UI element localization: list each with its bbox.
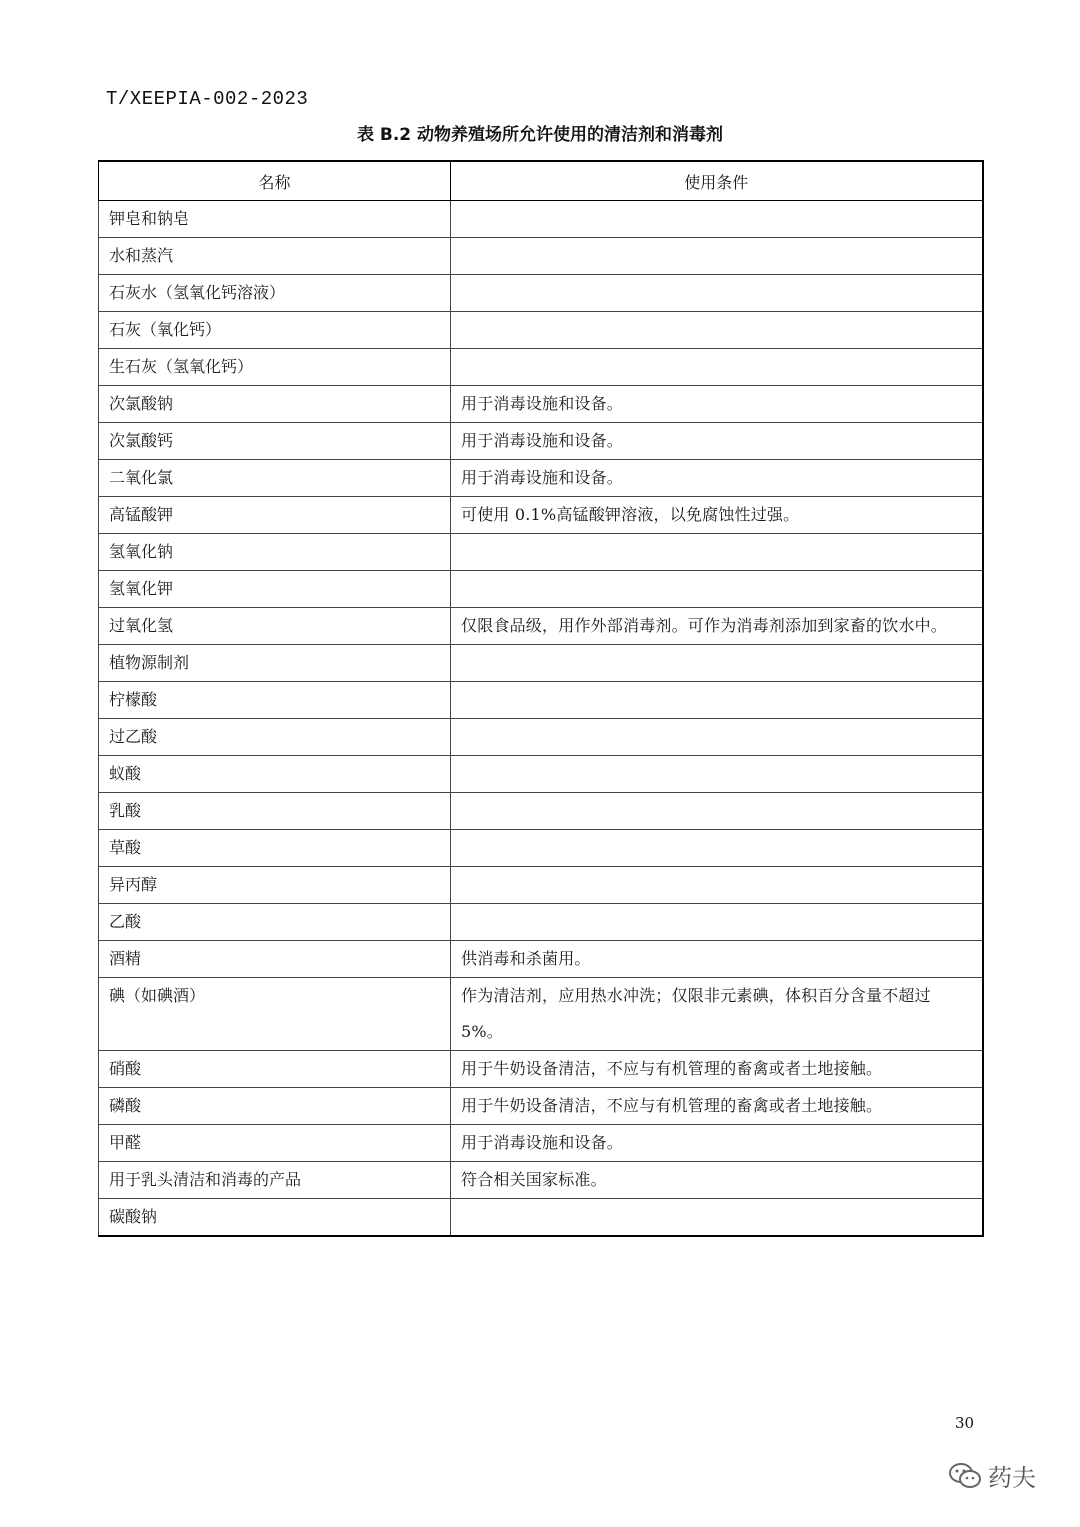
cell-condition: [451, 756, 983, 793]
cell-condition: 用于消毒设施和设备。: [451, 386, 983, 423]
cell-condition: [451, 275, 983, 312]
cell-condition: 用于牛奶设备清洁，不应与有机管理的畜禽或者土地接触。: [451, 1051, 983, 1088]
cell-condition: 作为清洁剂，应用热水冲洗；仅限非元素碘，体积百分含量不超过 5%。: [451, 978, 983, 1051]
cell-name: 氢氧化钾: [99, 571, 451, 608]
cell-name: 过乙酸: [99, 719, 451, 756]
cell-condition: [451, 238, 983, 275]
table-row: [99, 423, 983, 460]
cell-condition: 用于消毒设施和设备。: [451, 1125, 983, 1162]
cell-condition: [451, 201, 983, 238]
page-number: 30: [955, 1414, 975, 1432]
cell-condition: [451, 719, 983, 756]
table-row: [99, 682, 983, 719]
table-row: [99, 608, 983, 645]
watermark: [948, 1458, 1036, 1493]
table-row: [99, 201, 983, 238]
cell-condition: [451, 349, 983, 386]
table-body: [99, 201, 983, 1237]
cell-name: 蚁酸: [99, 756, 451, 793]
table-row: [99, 571, 983, 608]
cell-name: 乙酸: [99, 904, 451, 941]
table-row: [99, 1088, 983, 1125]
cell-condition: 用于消毒设施和设备。: [451, 423, 983, 460]
cell-name: 植物源制剂: [99, 645, 451, 682]
table-row: [99, 1162, 983, 1199]
watermark-label: 药夫: [988, 1464, 1036, 1492]
cell-name: 钾皂和钠皂: [99, 201, 451, 238]
cell-name: 过氧化氢: [99, 608, 451, 645]
table-row: [99, 497, 983, 534]
column-header-name: 名称: [99, 161, 451, 201]
cell-condition: 供消毒和杀菌用。: [451, 941, 983, 978]
cell-condition: [451, 1199, 983, 1237]
cell-condition: 可使用 0.1%高锰酸钾溶液，以免腐蚀性过强。: [451, 497, 983, 534]
cell-name: 二氧化氯: [99, 460, 451, 497]
table-container: [98, 160, 982, 1237]
cell-name: 水和蒸汽: [99, 238, 451, 275]
table-row: [99, 793, 983, 830]
cell-name: 高锰酸钾: [99, 497, 451, 534]
table-row: [99, 386, 983, 423]
table-header-row: [99, 161, 983, 201]
cell-condition: [451, 682, 983, 719]
cell-name: 异丙醇: [99, 867, 451, 904]
cell-name: 草酸: [99, 830, 451, 867]
table-row: [99, 275, 983, 312]
table-row: [99, 904, 983, 941]
cell-condition: [451, 867, 983, 904]
cell-condition: [451, 312, 983, 349]
table-row: [99, 1125, 983, 1162]
cell-name: 氢氧化钠: [99, 534, 451, 571]
table-row: [99, 756, 983, 793]
cell-name: 磷酸: [99, 1088, 451, 1125]
table-row: [99, 978, 983, 1051]
table-title: 表 B.2 动物养殖场所允许使用的清洁剂和消毒剂: [356, 125, 724, 145]
table-row: [99, 1051, 983, 1088]
cell-condition: 符合相关国家标准。: [451, 1162, 983, 1199]
cell-name: 用于乳头清洁和消毒的产品: [99, 1162, 451, 1199]
cell-condition: [451, 904, 983, 941]
table-row: [99, 719, 983, 756]
cell-name: 次氯酸钠: [99, 386, 451, 423]
cell-name: 甲醛: [99, 1125, 451, 1162]
table-row: [99, 1199, 983, 1237]
cell-name: 石灰水（氢氧化钙溶液）: [99, 275, 451, 312]
cell-name: 生石灰（氢氧化钙）: [99, 349, 451, 386]
cell-name: 硝酸: [99, 1051, 451, 1088]
cell-condition: [451, 645, 983, 682]
table-row: [99, 238, 983, 275]
disinfectant-table: [98, 160, 984, 1237]
cell-condition: 仅限食品级，用作外部消毒剂。可作为消毒剂添加到家畜的饮水中。: [451, 608, 983, 645]
cell-name: 乳酸: [99, 793, 451, 830]
cell-name: 柠檬酸: [99, 682, 451, 719]
table-row: [99, 645, 983, 682]
table-row: [99, 534, 983, 571]
table-row: [99, 830, 983, 867]
cell-name: 碳酸钠: [99, 1199, 451, 1237]
cell-condition: [451, 534, 983, 571]
cell-name: 碘（如碘酒）: [99, 978, 451, 1051]
cell-condition: 用于消毒设施和设备。: [451, 460, 983, 497]
cell-condition: 用于牛奶设备清洁，不应与有机管理的畜禽或者土地接触。: [451, 1088, 983, 1125]
cell-condition: [451, 830, 983, 867]
cell-condition: [451, 793, 983, 830]
table-row: [99, 312, 983, 349]
cell-name: 石灰（氧化钙）: [99, 312, 451, 349]
table-row: [99, 867, 983, 904]
wechat-icon: [948, 1461, 982, 1491]
table-row: [99, 460, 983, 497]
cell-name: 次氯酸钙: [99, 423, 451, 460]
cell-name: 酒精: [99, 941, 451, 978]
table-row: [99, 941, 983, 978]
table-row: [99, 349, 983, 386]
cell-condition: [451, 571, 983, 608]
column-header-condition: 使用条件: [451, 161, 983, 201]
document-code: T/XEEPIA-002-2023: [106, 88, 309, 110]
